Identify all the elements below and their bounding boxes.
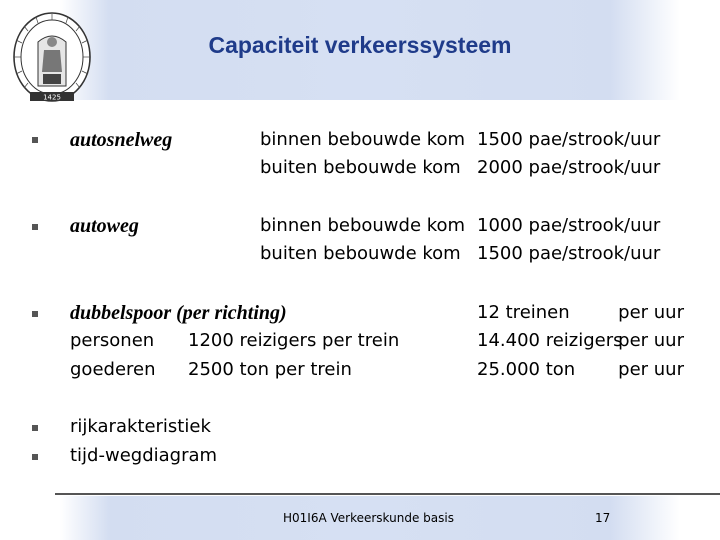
bullet-icon (32, 137, 38, 143)
row-value: 1500 pae/strook/uur (477, 129, 661, 150)
rail-total: 25.000 ton (477, 359, 576, 380)
rail-value: 1200 reizigers per trein (188, 330, 400, 351)
rail-total: 14.400 reizigers (477, 330, 623, 351)
section-heading: dubbelspoor (per richting) (70, 302, 287, 324)
page-title: Capaciteit verkeerssysteem (208, 32, 512, 58)
rail-label: personen (70, 330, 155, 351)
section-heading: autosnelweg (70, 129, 173, 151)
train-amount: 12 treinen (477, 302, 570, 323)
bullet-icon (32, 425, 38, 431)
list-item: tijd-wegdiagram (70, 445, 218, 466)
row-label: buiten bebouwde kom (260, 157, 461, 178)
row-value: 1500 pae/strook/uur (477, 243, 661, 264)
row-label: binnen bebouwde kom (260, 129, 466, 150)
section-heading: autoweg (70, 215, 139, 237)
row-label: binnen bebouwde kom (260, 215, 466, 236)
row-label: buiten bebouwde kom (260, 243, 461, 264)
list-item: rijkarakteristiek (70, 416, 211, 437)
train-unit: per uur (618, 302, 684, 323)
rail-value: 2500 ton per trein (188, 359, 352, 380)
page-number: 17 (595, 511, 611, 525)
rail-unit: per uur (618, 330, 684, 351)
bullet-icon (32, 454, 38, 460)
rail-label: goederen (70, 359, 156, 380)
bullet-icon (32, 224, 38, 230)
svg-text:1425: 1425 (43, 93, 61, 102)
footer-divider (55, 493, 720, 495)
row-value: 1000 pae/strook/uur (477, 215, 661, 236)
row-value: 2000 pae/strook/uur (477, 157, 661, 178)
bullet-icon (32, 311, 38, 317)
rail-unit: per uur (618, 359, 684, 380)
footer-course: H01I6A Verkeerskunde basis (283, 511, 454, 525)
